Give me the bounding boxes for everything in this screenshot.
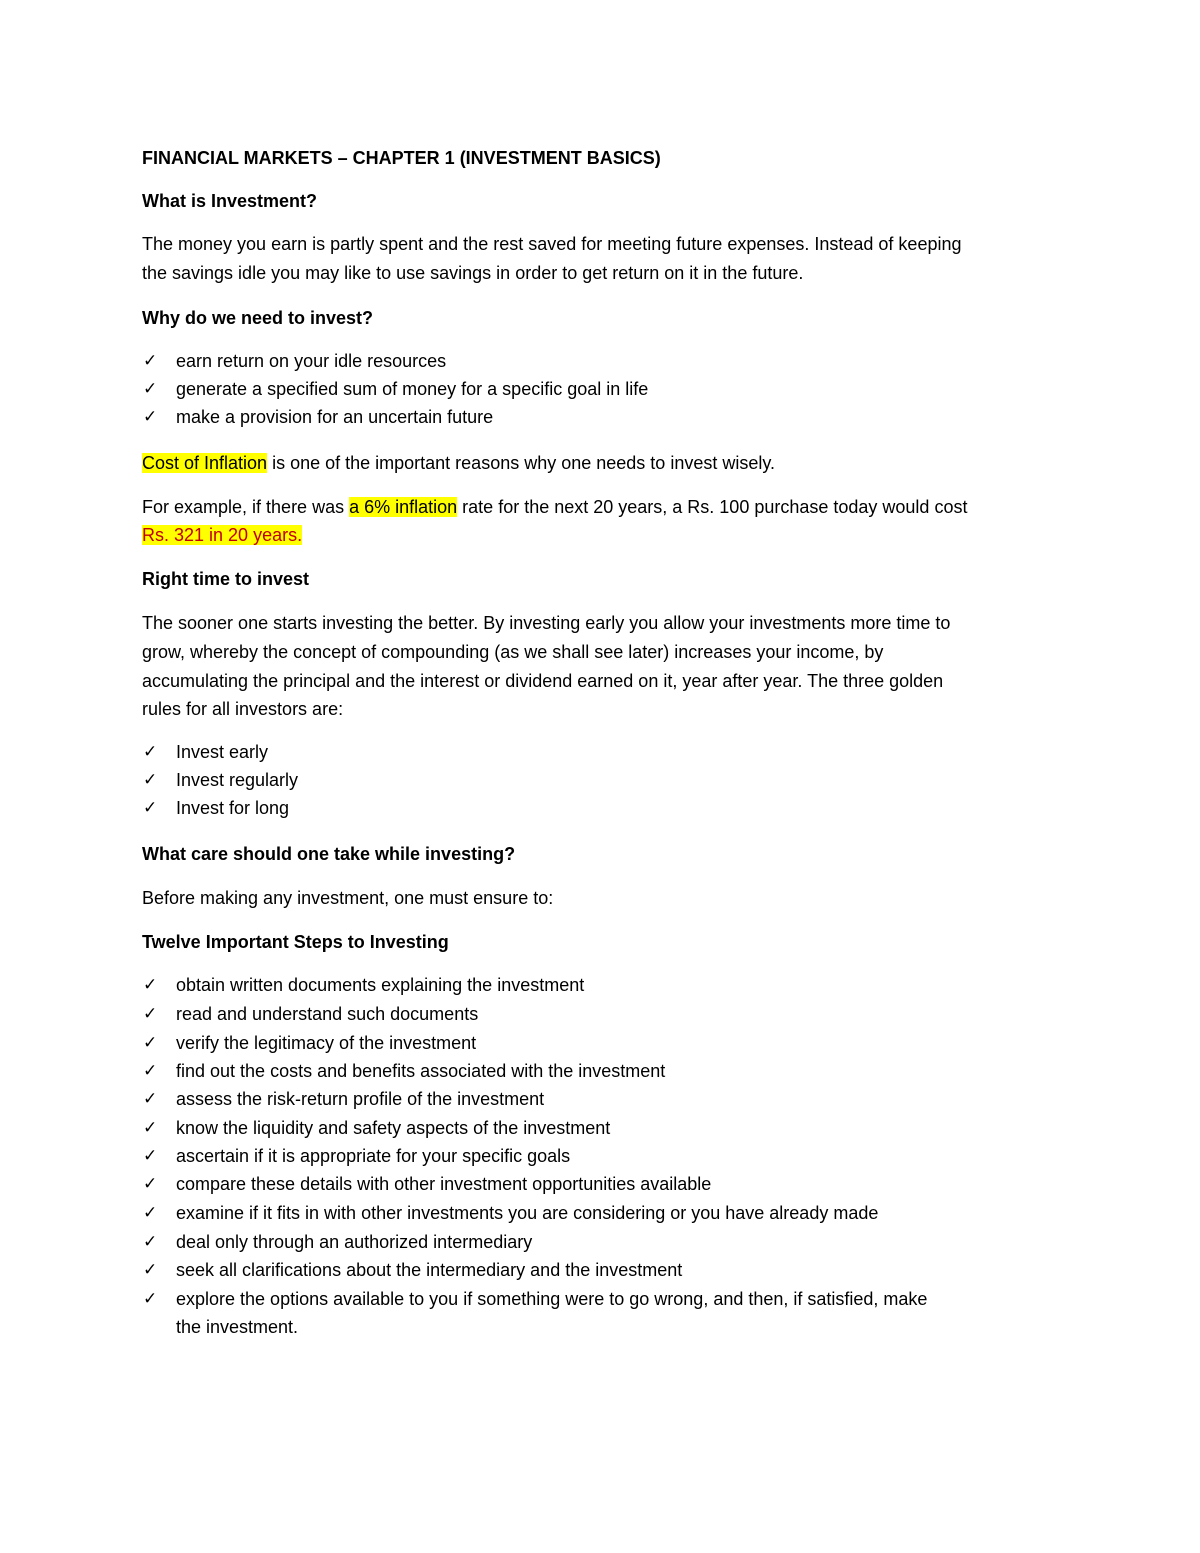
list-item [143,1288,928,1310]
list-item-text: examine if it fits in with other investments you are considering or you have already made [176,1203,879,1223]
checkmark-icon: ✓ [143,1146,158,1165]
checkmark-icon: ✓ [143,1174,158,1193]
highlight-inflation-rate: a 6% inflation [349,497,458,517]
paragraph-what-line-1: The money you earn is partly spent and the rest saved for meeting future expenses. Instead of keeping [142,234,962,254]
list-item [143,1060,666,1082]
list-item-text: generate a specified sum of money for a specific goal in life [176,379,649,399]
paragraph-right-line-2: grow, whereby the concept of compounding (as we shall see later) increases your income, by [142,642,884,662]
heading-twelve-steps: Twelve Important Steps to Investing [142,932,449,952]
highlight-example-result: Rs. 321 in 20 years. [142,525,303,545]
paragraph-inflation [142,452,775,474]
checkmark-icon: ✓ [143,1232,158,1251]
checkmark-icon: ✓ [143,770,158,789]
list-item [143,1202,879,1224]
checkmark-icon: ✓ [143,798,158,817]
list-item [143,350,447,372]
list-item-text: find out the costs and benefits associated with the investment [176,1061,666,1081]
heading-why-invest: Why do we need to invest? [142,308,374,328]
paragraph-right-line-1: The sooner one starts investing the better. By investing early you allow your investments more time to [142,613,951,633]
list-item [143,797,290,819]
list-item-text: Invest for long [176,798,290,818]
list-item [143,406,494,428]
checkmark-icon: ✓ [143,351,158,370]
list-item-continuation [176,1316,298,1338]
list-item [143,1145,571,1167]
checkmark-icon: ✓ [143,1118,158,1137]
checkmark-icon: ✓ [143,1033,158,1052]
document-title: FINANCIAL MARKETS – CHAPTER 1 (INVESTMENT BASICS) [142,148,661,168]
checkmark-icon: ✓ [143,1004,158,1023]
highlight-cost-of-inflation: Cost of Inflation [142,453,268,473]
list-item-text: obtain written documents explaining the investment [176,975,585,995]
list-item [143,974,585,996]
inflation-text: is one of the important reasons why one needs to invest wisely. [267,453,776,473]
checkmark-icon: ✓ [143,1260,158,1279]
checkmark-icon: ✓ [143,1061,158,1080]
paragraph-right-line-4: rules for all investors are: [142,699,344,719]
paragraph-example-line-1 [142,496,967,518]
list-item-text: ascertain if it is appropriate for your specific goals [176,1146,571,1166]
heading-what-care: What care should one take while investing? [142,844,516,864]
list-item-text: explore the options available to you if something were to go wrong, and then, if satisfied, make [176,1289,928,1309]
checkmark-icon: ✓ [143,407,158,426]
example-text-pre: For example, if there was [142,497,350,517]
paragraph-care: Before making any investment, one must ensure to: [142,888,554,908]
list-item-text: earn return on your idle resources [176,351,447,371]
checkmark-icon: ✓ [143,379,158,398]
list-item-text: assess the risk-return profile of the investment [176,1089,545,1109]
list-item [143,1032,477,1054]
paragraph-what-line-2: the savings idle you may like to use savings in order to get return on it in the future. [142,263,804,283]
list-item [143,1259,683,1281]
heading-what-is-investment: What is Investment? [142,191,318,211]
list-item [143,769,299,791]
list-item [143,1003,479,1025]
list-item-text: verify the legitimacy of the investment [176,1033,477,1053]
list-item-text: read and understand such documents [176,1004,479,1024]
list-item [143,1231,533,1253]
checkmark-icon: ✓ [143,975,158,994]
list-item [143,1088,545,1110]
list-item-text: know the liquidity and safety aspects of the investment [176,1118,611,1138]
list-item [143,378,649,400]
list-item-text: compare these details with other investment opportunities available [176,1174,712,1194]
checkmark-icon: ✓ [143,1089,158,1108]
list-item [143,741,269,763]
heading-right-time: Right time to invest [142,569,310,589]
list-item [143,1173,712,1195]
paragraph-right-line-3: accumulating the principal and the interest or dividend earned on it, year after year. The three golden [142,671,944,691]
list-item-text: Invest early [176,742,269,762]
list-item-text: deal only through an authorized intermediary [176,1232,533,1252]
list-item-text: make a provision for an uncertain future [176,407,494,427]
checkmark-icon: ✓ [143,1289,158,1308]
list-item-text: the investment. [176,1317,299,1337]
checkmark-icon: ✓ [143,1203,158,1222]
list-item [143,1117,611,1139]
list-item-text: Invest regularly [176,770,299,790]
paragraph-example-line-2 [142,524,302,546]
list-item-text: seek all clarifications about the intermediary and the investment [176,1260,683,1280]
example-text-post: rate for the next 20 years, a Rs. 100 purchase today would cost [457,497,968,517]
checkmark-icon: ✓ [143,742,158,761]
